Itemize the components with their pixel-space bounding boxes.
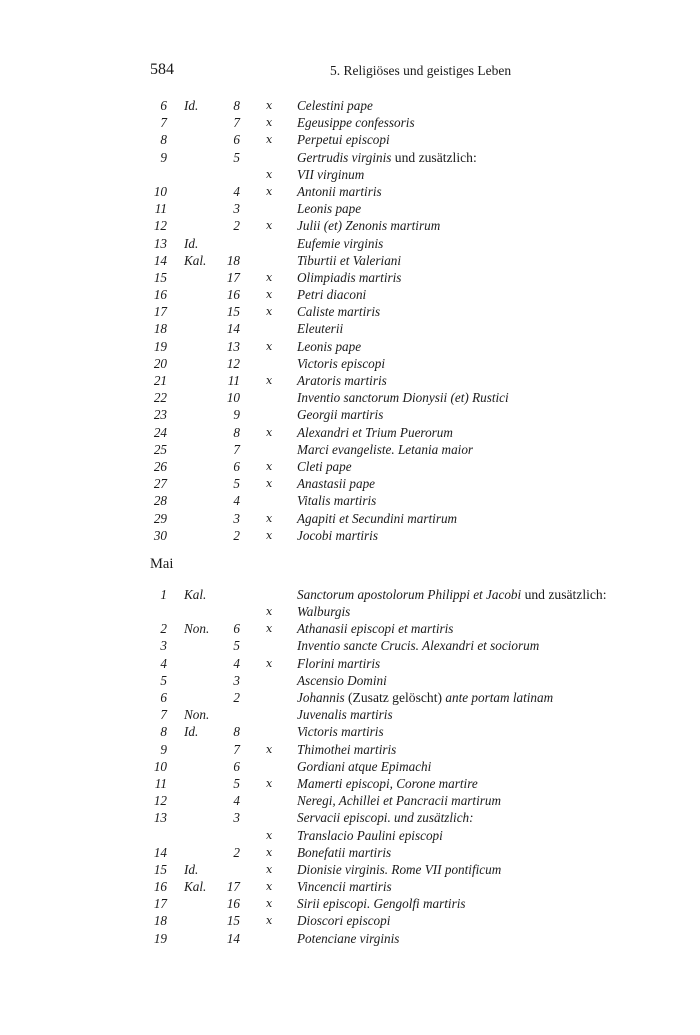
day-number: 29 [153,510,167,526]
feast-entry [297,355,385,372]
x-mark: x [266,219,273,233]
entry-text-italic: Jocobi martiris [297,527,378,543]
entry-text-italic: Perpetui episcopi [297,132,390,148]
count-number: 9 [233,407,240,423]
feast-entry [297,792,501,809]
x-mark: x [266,511,273,525]
count-number: 3 [233,201,240,217]
calendar-row [150,792,620,809]
calendar-row [150,930,620,947]
entry-text-italic: Johannis [297,690,345,705]
calendar-row [150,200,620,217]
count-number: 7 [233,441,240,457]
entry-text-italic: Gordiani atque Epimachi [297,758,432,774]
feast-entry [297,586,607,603]
entry-text-italic: Egeusippe confessoris [297,115,415,131]
entry-text-italic: Servacii episcopi. und zusätzlich: [297,810,474,826]
calendar-row [150,441,620,458]
count-number: 5 [233,149,240,165]
entry-text-italic: Alexandri et Trium Puerorum [297,424,453,440]
entry-text-italic: Athanasii episcopi et martiris [297,621,454,637]
x-mark: x [266,656,273,670]
count-number: 5 [233,775,240,791]
calendar-row [150,655,620,672]
date-marker: Non. [184,621,210,637]
x-mark: x [266,605,273,619]
calendar-row [150,235,620,252]
feast-entry [297,424,453,441]
count-number: 16 [226,896,240,912]
count-number: 3 [233,810,240,826]
feast-entry [297,706,393,723]
calendar-row [150,372,620,389]
entry-text-italic: Sanctorum apostolorum Philippi et Jacobi [297,586,522,602]
count-number: 10 [226,390,240,406]
day-number: 24 [153,424,167,440]
entry-text-italic: Gertrudis virginis [297,149,392,165]
feast-entry [297,844,391,861]
day-number: 13 [153,235,167,251]
day-number: 16 [153,287,167,303]
x-mark: x [266,270,273,284]
feast-entry [297,200,361,217]
count-number: 6 [233,758,240,774]
count-number: 11 [227,373,240,388]
calendar-row [150,844,620,861]
entry-text-italic: Potenciane virginis [297,930,400,946]
count-number: 6 [233,458,240,474]
day-number: 19 [153,930,167,946]
day-number: 21 [153,373,167,388]
feast-entry [297,827,443,844]
day-number: 30 [153,527,167,543]
feast-entry [297,235,383,252]
feast-entry [297,183,382,200]
x-mark: x [266,776,273,790]
calendar-row [150,689,620,706]
day-number: 3 [160,638,167,654]
calendar-row [150,97,620,114]
feast-entry [297,603,350,620]
count-number: 3 [233,510,240,526]
count-number: 2 [233,527,240,543]
day-number: 14 [153,252,167,268]
feast-entry [297,114,415,131]
feast-entry [297,809,474,826]
day-number: 1 [160,586,167,602]
date-marker: Kal. [184,586,207,602]
entry-text-italic: Thimothei martiris [297,741,397,757]
feast-entry [297,269,401,286]
count-number: 8 [233,724,240,740]
count-number: 8 [233,424,240,440]
count-number: 7 [233,115,240,131]
day-number: 25 [153,441,167,457]
calendar-row [150,114,620,131]
day-number: 16 [153,879,167,895]
feast-entry [297,775,478,792]
calendar-row [150,741,620,758]
count-number: 5 [233,638,240,654]
feast-entry [297,741,396,758]
entry-text-roman: und zusätzlich: [391,149,477,165]
day-number: 12 [153,793,167,809]
x-mark: x [266,914,273,928]
entry-text-italic: Florini martiris [297,655,381,671]
entry-text-italic: Vitalis martiris [297,493,377,509]
day-number: 8 [160,132,167,148]
count-number: 6 [233,621,240,637]
entry-text-italic: Agapiti et Secundini martirum [297,510,458,526]
feast-entry [297,286,366,303]
month-label: Mai [150,555,174,572]
x-mark: x [266,742,273,756]
day-number: 8 [160,724,167,740]
count-number: 2 [233,690,240,705]
date-marker: Id. [184,98,199,113]
april-section [150,97,620,544]
day-number: 17 [153,304,167,320]
calendar-row [150,912,620,929]
date-marker: Non. [184,707,210,723]
calendar-row [150,475,620,492]
date-marker: Id. [184,724,199,740]
day-number: 7 [160,707,167,723]
feast-entry [297,861,501,878]
date-marker: Id. [184,861,199,877]
feast-entry [297,655,380,672]
calendar-row [150,861,620,878]
entry-text-italic: Petri diaconi [297,287,367,303]
feast-entry [297,878,392,895]
calendar-row [150,131,620,148]
calendar-row [150,166,620,183]
x-mark: x [266,374,273,387]
entry-text-italic: Dionisie virginis. Rome VII pontificum [297,861,502,877]
entry-text-italic: Neregi, Achillei et Pancracii martirum [297,793,502,809]
calendar-row [150,672,620,689]
calendar-row [150,758,620,775]
x-mark: x [266,425,273,439]
x-mark: x [266,133,273,147]
entry-text-roman: (Zusatz gelöscht) [344,690,446,705]
entry-text-italic: Translacio Paulini episcopi [297,827,443,843]
feast-entry [297,475,375,492]
count-number: 13 [226,338,240,354]
count-number: 4 [233,655,240,671]
feast-entry [297,166,364,183]
feast-entry [297,372,387,389]
entry-text-italic: Sirii episcopi. Gengolfi martiris [297,896,466,912]
entry-text-italic: Mamerti episcopi, Corone martire [297,775,478,791]
entry-text-italic: Leonis pape [297,201,362,217]
entry-text-italic: Cleti pape [297,458,352,474]
count-number: 4 [233,493,240,509]
day-number: 15 [153,269,167,285]
feast-entry [297,930,399,947]
entry-text-italic: Vincencii martiris [297,879,392,895]
day-number: 2 [160,621,167,637]
x-mark: x [266,477,273,491]
feast-entry [297,723,384,740]
feast-entry [297,637,539,654]
x-mark: x [266,528,273,542]
count-number: 14 [226,930,240,946]
day-number: 12 [153,218,167,234]
x-mark: x [266,622,273,636]
day-number: 11 [154,201,167,217]
calendar-row [150,355,620,372]
feast-entry [297,689,553,706]
entry-text-italic: Juvenalis martiris [297,707,393,723]
count-number: 5 [233,476,240,492]
calendar-row [150,406,620,423]
entry-text-italic: Leonis pape [297,338,362,354]
calendar-row [150,603,620,620]
count-number: 18 [226,252,240,268]
entry-text-italic: Antonii martiris [297,183,382,199]
date-marker: Kal. [184,879,207,895]
x-mark: x [266,339,273,353]
x-mark: x [266,116,273,130]
page-number: 584 [150,61,174,78]
x-mark: x [266,845,273,859]
feast-entry [297,895,466,912]
entry-text-italic: Caliste martiris [297,304,381,320]
count-number: 2 [233,218,240,234]
day-number: 27 [153,476,167,492]
calendar-row [150,149,620,166]
count-number: 8 [233,98,240,113]
feast-entry [297,672,387,689]
count-number: 4 [233,793,240,809]
entry-text-italic: Victoris martiris [297,724,384,740]
calendar-row [150,286,620,303]
count-number: 17 [226,269,240,285]
feast-entry [297,252,401,269]
entry-text-italic: Bonefatii martiris [297,844,392,860]
entry-text-italic: VII virginum [297,166,365,182]
feast-entry [297,492,376,509]
x-mark: x [266,459,273,473]
calendar-row [150,527,620,544]
calendar-row [150,827,620,844]
count-number: 4 [233,183,240,199]
page-header [150,61,562,83]
calendar-row [150,252,620,269]
feast-entry [297,217,440,234]
feast-entry [297,149,477,166]
entry-text-italic: Walburgis [297,604,351,620]
calendar-row [150,809,620,826]
day-number: 7 [160,115,167,131]
x-mark: x [266,288,273,302]
count-number: 14 [226,321,240,337]
calendar-row [150,895,620,912]
day-number: 9 [160,149,167,165]
calendar-row [150,878,620,895]
count-number: 6 [233,132,240,148]
count-number: 15 [226,913,240,929]
entry-text-italic: Marci evangeliste. Letania maior [297,441,474,457]
day-number: 10 [153,183,167,199]
calendar-row [150,620,620,637]
count-number: 7 [233,741,240,757]
day-number: 18 [153,913,167,929]
x-mark: x [266,167,273,181]
entry-text-italic: Aratoris martiris [297,373,387,388]
x-mark: x [266,897,273,911]
entry-text-italic: Inventio sancte Crucis. Alexandri et sociorum [297,638,540,654]
count-number: 15 [226,304,240,320]
feast-entry [297,303,380,320]
feast-entry [297,131,390,148]
calendar-row [150,586,620,603]
day-number: 17 [153,896,167,912]
calendar-table [150,97,620,947]
feast-entry [297,458,352,475]
day-number: 5 [160,672,167,688]
entry-text-italic: Celestini pape [297,98,373,113]
count-number: 2 [233,844,240,860]
day-number: 18 [153,321,167,337]
entry-text-italic: Ascensio Domini [297,672,387,688]
day-number: 4 [160,655,167,671]
calendar-row [150,775,620,792]
day-number: 23 [153,407,167,423]
day-number: 19 [153,338,167,354]
feast-entry [297,338,361,355]
calendar-row [150,637,620,654]
running-head: 5. Religiöses und geistiges Leben [330,63,512,78]
day-number: 6 [160,690,167,705]
entry-text-italic: Julii (et) Zenonis martirum [297,218,441,234]
feast-entry [297,912,390,929]
entry-text-italic: Dioscori episcopi [297,913,391,929]
day-number: 11 [154,775,167,791]
calendar-row [150,510,620,527]
count-number: 12 [226,355,240,371]
day-number: 14 [153,844,167,860]
calendar-row [150,303,620,320]
entry-text-italic: Georgii martiris [297,407,384,423]
entry-text-italic: Anastasii pape [297,476,376,492]
feast-entry [297,758,431,775]
entry-text-italic: Inventio sanctorum Dionysii (et) Rustici [297,390,509,406]
day-number: 9 [160,741,167,757]
feast-entry [297,389,509,406]
feast-entry [297,441,473,458]
calendar-row [150,338,620,355]
x-mark: x [266,305,273,319]
entry-text-italic: Eufemie virginis [297,235,384,251]
x-mark: x [266,828,273,842]
mai-section [150,586,620,947]
calendar-row [150,183,620,200]
day-number: 26 [153,458,167,474]
feast-entry [297,620,453,637]
x-mark: x [266,880,273,894]
entry-text-italic: Tiburtii et Valeriani [297,252,402,268]
feast-entry [297,527,378,544]
calendar-row [150,723,620,740]
calendar-row [150,269,620,286]
feast-entry [297,97,373,114]
calendar-row [150,424,620,441]
day-number: 28 [153,493,167,509]
calendar-row [150,706,620,723]
count-number: 16 [226,287,240,303]
day-number: 15 [153,861,167,877]
calendar-row [150,217,620,234]
date-marker: Id. [184,235,199,251]
day-number: 22 [153,390,167,406]
day-number: 20 [153,355,167,371]
x-mark: x [266,862,273,876]
count-number: 3 [233,672,240,688]
day-number: 6 [160,98,167,113]
x-mark: x [266,99,273,112]
entry-text-italic: Eleuterii [297,321,344,337]
day-number: 13 [153,810,167,826]
entry-text-italic: Olimpiadis martiris [297,269,402,285]
calendar-row [150,320,620,337]
calendar-row [150,389,620,406]
entry-text-italic: Victoris episcopi [297,355,386,371]
feast-entry [297,320,343,337]
entry-text-roman: und zusätzlich: [521,586,607,602]
entry-text-italic: ante portam latinam [445,690,554,705]
calendar-row [150,458,620,475]
x-mark: x [266,184,273,198]
feast-entry [297,510,457,527]
calendar-row [150,492,620,509]
count-number: 17 [226,879,240,895]
feast-entry [297,406,383,423]
day-number: 10 [153,758,167,774]
date-marker: Kal. [184,252,207,268]
